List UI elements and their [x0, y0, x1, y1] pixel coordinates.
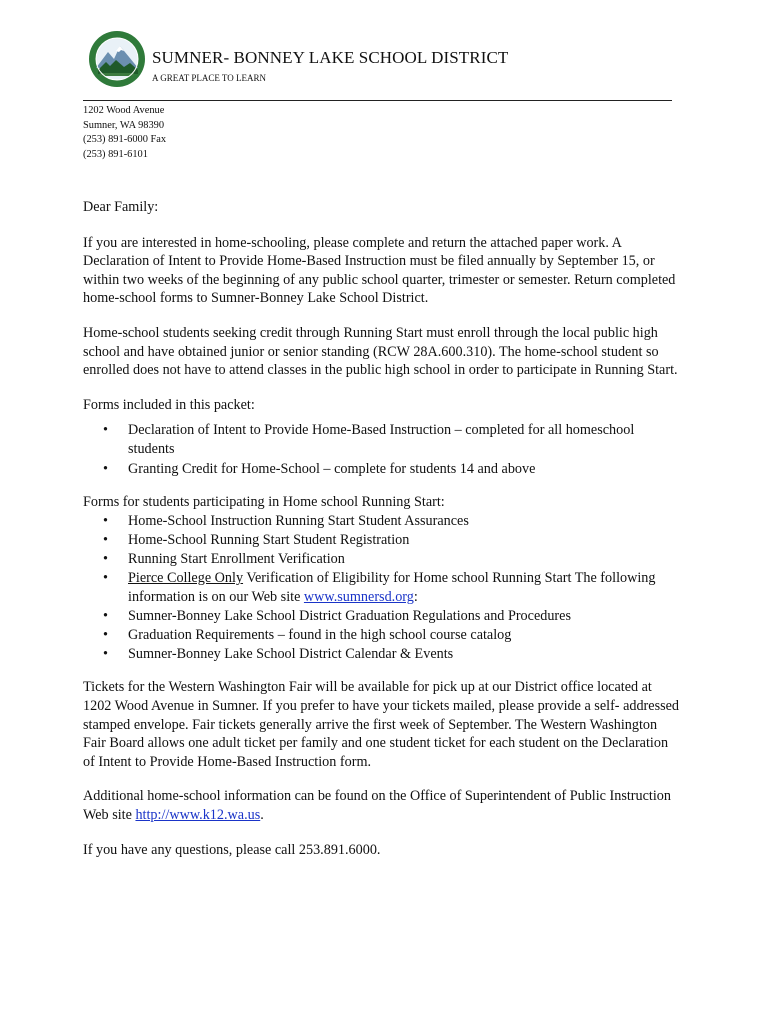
list-item	[83, 569, 683, 606]
running-start-forms-heading: Forms for students participating in Home school Running Start:	[83, 494, 445, 511]
list-item-text: Sumner-Bonney Lake School District Graduation Regulations and Procedures	[128, 607, 571, 624]
bullet: •	[103, 607, 108, 624]
district-address	[83, 104, 166, 162]
paragraph-questions: If you have any questions, please call 253.891.6000.	[83, 841, 381, 858]
bullet: •	[103, 460, 108, 477]
letter-body	[83, 198, 683, 859]
district-seal-icon	[88, 30, 146, 88]
list-item-text: Graduation Requirements – found in the high school course catalog	[128, 626, 512, 643]
bullet: •	[103, 626, 108, 643]
district-logo	[88, 30, 146, 88]
list-item-text: Home-School Instruction Running Start Student Assurances	[128, 512, 469, 529]
list-item	[83, 512, 683, 531]
ospi-website-link[interactable]: http://www.k12.wa.us	[135, 807, 261, 824]
list-item	[83, 550, 683, 569]
bullet: •	[103, 645, 108, 662]
forms-list	[83, 421, 683, 478]
bullet: •	[103, 531, 108, 548]
address-street: 1202 Wood Avenue	[83, 105, 165, 116]
list-item-text: Verification of Eligibility for Home school Running Start The following information is on our Web site	[128, 570, 656, 605]
address-phone: (253) 891-6101	[83, 148, 148, 160]
address-city: Sumner, WA 98390	[83, 119, 165, 131]
pierce-college-label: Pierce College Only	[128, 570, 244, 586]
paragraph-fair-tickets: Tickets for the Western Washington Fair will be available for pick up at our District office located at 1202 Wood Avenue in Sumner. If you prefer to have your tickets mailed, please provide a self- addressed stamped envelope. Fair tickets generally arrive the first week of September. The Western Washington Fair Board allows one adult ticket per family and one student ticket for each student on the Declaration of Intent to Provide Home-Based Instruction form.	[83, 679, 680, 770]
list-item	[83, 421, 683, 458]
running-start-forms-list	[83, 512, 683, 664]
bullet: •	[103, 570, 108, 586]
additional-info-text: Additional home-school information can be found on the Office of Superintendent of Public Instruction Web site	[83, 788, 671, 824]
address-fax: (253) 891-6000 Fax	[83, 134, 167, 145]
list-item	[83, 460, 683, 479]
list-item	[83, 531, 683, 550]
district-title: SUMNER- BONNEY LAKE SCHOOL DISTRICT	[152, 48, 509, 67]
salutation: Dear Family:	[83, 199, 159, 215]
list-item-text: Running Start Enrollment Verification	[128, 550, 345, 567]
additional-info-end: .	[260, 807, 264, 824]
list-item	[83, 626, 683, 645]
bullet: •	[103, 550, 108, 567]
forms-heading: Forms included in this packet:	[83, 396, 255, 413]
district-website-link[interactable]: www.sumnersd.org	[303, 588, 414, 605]
list-item-text: Granting Credit for Home-School – complete for students 14 and above	[128, 460, 536, 477]
list-item	[83, 607, 683, 626]
list-item-text: Declaration of Intent to Provide Home-Based Instruction – completed for all homeschool students	[128, 422, 635, 457]
header-divider	[83, 100, 672, 101]
paragraph-additional-info	[83, 787, 683, 824]
list-item-punct: :	[413, 588, 418, 605]
bullet: •	[103, 512, 108, 529]
list-item-text: Sumner-Bonney Lake School District Calendar & Events	[128, 645, 454, 662]
paragraph-intent: If you are interested in home-schooling, please complete and return the attached paper work. A Declaration of Intent to Provide Home-Based Instruction must be filed annually by September 15, or within two weeks of the beginning of any public school quarter, trimester or semester. Return completed home-school forms to Sumner-Bonney Lake School District.	[83, 234, 676, 307]
paragraph-running-start: Home-school students seeking credit through Running Start must enroll through the local public high school and have obtained junior or senior standing (RCW 28A.600.310). The home-school student so enrolled does not have to attend classes in the public high school in order to participate in Running Start.	[83, 324, 678, 379]
district-tagline: A GREAT PLACE TO LEARN	[152, 73, 267, 83]
list-item-text: Home-School Running Start Student Registration	[128, 531, 410, 548]
bullet: •	[103, 422, 108, 439]
list-item	[83, 645, 683, 664]
